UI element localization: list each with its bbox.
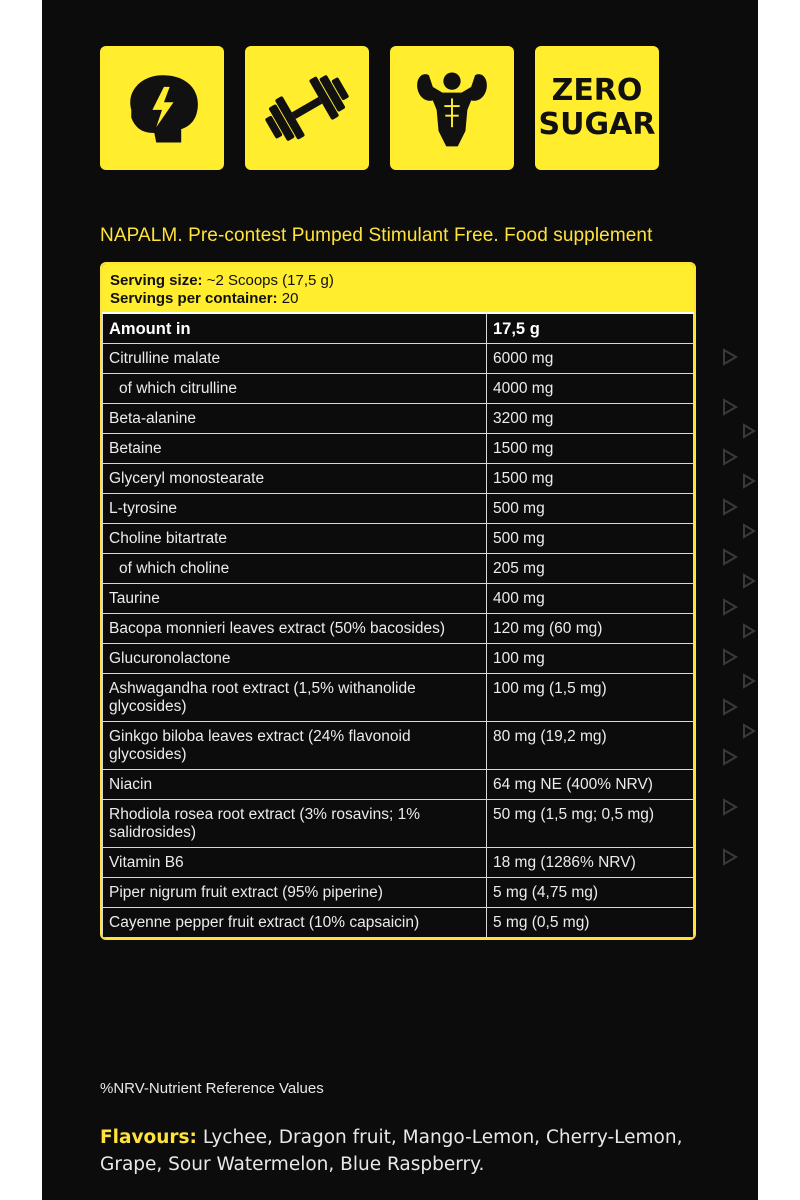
serving-size-line (110, 272, 686, 290)
ingredient-name: Taurine (103, 584, 487, 614)
serving-size-label: Serving size: (110, 272, 203, 289)
bodybuilder-icon (404, 60, 500, 156)
serving-info (102, 264, 694, 312)
dumbbell-tile (245, 46, 369, 170)
product-line: NAPALM. Pre-contest Pumped Stimulant Free. Food supplement (100, 225, 653, 246)
ingredient-name: Piper nigrum fruit extract (95% piperine) (103, 878, 487, 908)
ingredient-name: Bacopa monnieri leaves extract (50% bacosides) (103, 614, 487, 644)
ingredient-amount: 6000 mg (487, 344, 694, 374)
table-row (103, 674, 694, 722)
ingredient-amount: 5 mg (0,5 mg) (487, 908, 694, 938)
ingredient-name: L-tyrosine (103, 494, 487, 524)
ingredient-amount: 400 mg (487, 584, 694, 614)
table-row (103, 908, 694, 938)
dumbbell-icon (259, 60, 355, 156)
table-row (103, 614, 694, 644)
ingredient-name: Citrulline malate (103, 344, 487, 374)
ingredient-name: Glyceryl monostearate (103, 464, 487, 494)
table-row (103, 584, 694, 614)
table-row (103, 404, 694, 434)
supplement-facts-box (100, 262, 696, 940)
table-row (103, 434, 694, 464)
ingredient-amount: 5 mg (4,75 mg) (487, 878, 694, 908)
ingredient-amount: 3200 mg (487, 404, 694, 434)
zero-sugar-badge (539, 74, 656, 142)
zero-sugar-tile (535, 46, 659, 170)
ingredient-name: Rhodiola rosea root extract (3% rosavins; 1% salidrosides) (103, 800, 487, 848)
serving-size-value: ~2 Scoops (17,5 g) (202, 272, 334, 289)
ingredient-name: of which citrulline (103, 374, 487, 404)
sugar-text: SUGAR (538, 107, 656, 142)
table-row (103, 722, 694, 770)
header-serving-weight: 17,5 g (487, 313, 694, 344)
table-row (103, 878, 694, 908)
table-header-row (103, 313, 694, 344)
ingredient-amount: 120 mg (60 mg) (487, 614, 694, 644)
bodybuilder-tile (390, 46, 514, 170)
ingredient-name: Ashwagandha root extract (1,5% withanolide glycosides) (103, 674, 487, 722)
servings-per-container-line (110, 290, 686, 308)
ingredients-table (102, 312, 694, 938)
table-row (103, 524, 694, 554)
ingredient-amount: 50 mg (1,5 mg; 0,5 mg) (487, 800, 694, 848)
table-row (103, 848, 694, 878)
nrv-footnote: %NRV-Nutrient Reference Values (100, 1080, 324, 1097)
feature-icons (100, 46, 660, 172)
table-row (103, 464, 694, 494)
flavours-line (100, 1124, 700, 1178)
table-row (103, 800, 694, 848)
ingredient-amount: 80 mg (19,2 mg) (487, 722, 694, 770)
table-row (103, 344, 694, 374)
ingredient-amount: 18 mg (1286% NRV) (487, 848, 694, 878)
brain-bolt-icon (114, 60, 210, 156)
ingredient-amount: 1500 mg (487, 434, 694, 464)
ingredient-amount: 205 mg (487, 554, 694, 584)
ingredient-name: Ginkgo biloba leaves extract (24% flavonoid glycosides) (103, 722, 487, 770)
ingredient-name: Glucuronolactone (103, 644, 487, 674)
servings-per-container-value: 20 (277, 290, 299, 307)
ingredient-amount: 500 mg (487, 524, 694, 554)
ingredient-name: of which choline (103, 554, 487, 584)
table-row (103, 554, 694, 584)
ingredient-name: Vitamin B6 (103, 848, 487, 878)
flavours-label: Flavours: (100, 1127, 197, 1148)
ingredient-name: Choline bitartrate (103, 524, 487, 554)
table-row (103, 644, 694, 674)
zero-text: ZERO (551, 73, 643, 108)
table-row (103, 494, 694, 524)
ingredient-amount: 100 mg (1,5 mg) (487, 674, 694, 722)
servings-per-container-label: Servings per container: (110, 290, 278, 307)
ingredient-name: Cayenne pepper fruit extract (10% capsaicin) (103, 908, 487, 938)
ingredient-amount: 100 mg (487, 644, 694, 674)
table-row (103, 374, 694, 404)
header-amount-in: Amount in (103, 313, 487, 344)
ingredient-amount: 500 mg (487, 494, 694, 524)
ingredient-amount: 1500 mg (487, 464, 694, 494)
ingredient-amount: 4000 mg (487, 374, 694, 404)
brain-bolt-tile (100, 46, 224, 170)
flavours-list: Lychee, Dragon fruit, Mango-Lemon, Cherry-Lemon, Grape, Sour Watermelon, Blue Raspberry. (100, 1127, 683, 1175)
label-panel (42, 0, 758, 1200)
ingredient-name: Beta-alanine (103, 404, 487, 434)
ingredient-amount: 64 mg NE (400% NRV) (487, 770, 694, 800)
table-row (103, 770, 694, 800)
ingredient-name: Niacin (103, 770, 487, 800)
ingredient-name: Betaine (103, 434, 487, 464)
